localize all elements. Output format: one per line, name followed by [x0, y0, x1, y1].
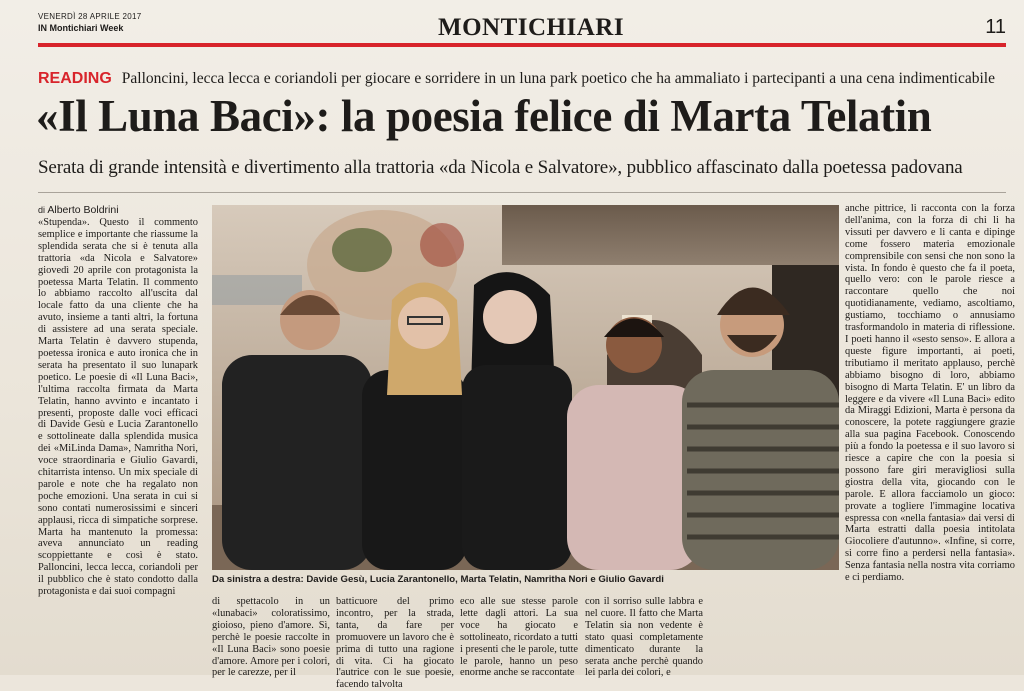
- article-column-b2: [336, 596, 454, 691]
- publication-name: IN Montichiari Week: [38, 23, 124, 33]
- article-photo: [212, 205, 839, 570]
- column-text: di spettacolo in un «lunabaci» coloratissimo, gioioso, pieno d'amore. Sì, perchè le poesie raccolte in «Il Luna Baci» sono poesie d'amore. Amore per i colori, per le carezze, per il: [212, 596, 330, 679]
- photo-caption: Da sinistra a destra: Davide Gesù, Lucia Zarantonello, Marta Telatin, Namritha Nori e Giulio Gavardi: [212, 574, 664, 585]
- column-text: «Stupenda». Questo il commento semplice e importante che riassume la splendida serata che si è tenuta alla trattoria «da Nicola e Salvatore» giovedì 20 aprile con protagonista la poetessa Marta Telatin. Il commento lo abbiamo raccolto all'uscita dal locale fatto da una cliente che ha avuto, insieme a tanti altri, la fortuna di assistere ad una serata speciale. Marta Telatin è davvero stupenda, poetessa ironica e auto ironica che in serata ha presentato il suo lunapark poetico. Le poesie di «Il Luna Baci», l'ultima raccolta firmata da Marta Telatin, hanno avvinto e incantato i presenti, proposte dalle voci efficaci di Davide Gesù e Lucia Zarantonello e sottolineate dalla splendida musica dei «MiLinda Dama», Namritha Nori, voce straordinaria e Giulio Gavardi, chitarrista intenso. Un mix speciale di parole e note che ha regalato non poche emozioni. Una serata in cui si sono contati numerosissimi e sinceri applausi, ricca di simpatiche sorprese. Marta ha mantenuto la promessa: aveva annunciato un reading scoppiettante e così è stato. Palloncini, lecca lecca, coriandoli per il pubblico che è stato condotto dalla protagonista e dai suoi compagni: [38, 217, 198, 598]
- kicker-summary: Palloncini, lecca lecca e coriandoli per giocare e sorridere in un luna park poetico che ha ammaliato i partecipanti a una cena indimenticabile: [121, 70, 995, 87]
- byline-prefix: di: [38, 205, 46, 215]
- section-title: MONTICHIARI: [438, 14, 625, 41]
- category-tag: READING: [38, 70, 112, 87]
- article-column-b1: [212, 596, 330, 679]
- page-number: 11: [985, 16, 1006, 38]
- masthead-rule: [38, 43, 1006, 47]
- kicker-line: [38, 70, 1008, 88]
- article-column-left: [38, 217, 198, 675]
- column-text: con il sorriso sulle labbra e nel cuore. Il fatto che Marta Telatin sia non vedente è stato quasi completamente dimenticato durante la serata anche perchè quando lei parla dei colori, e: [585, 596, 703, 679]
- article-column-b3: [460, 596, 578, 679]
- issue-date: VENERDÌ 28 APRILE 2017: [38, 12, 142, 21]
- article-column-b4: [585, 596, 703, 679]
- byline: [38, 204, 119, 216]
- column-text: anche pittrice, li racconta con la forza dell'anima, con la forza di chi li ha vissuti per davvero e li canta e dipinge come fossero materia emozionale comprensibile con sensi che non sono la vista. In fondo è questo che fa il poeta, quello vero: con le parole riesce a raccontare quello che noi quotidianamente, vediamo, ascoltiamo, gustiamo, tocchiamo o annusiamo trasformandolo in materia di riflessione. I poeti hanno il «sesto senso». E allora a queste figure importanti, ai poeti, tributiamo il meritato applauso, perchè abbiamo bisogno di loro, abbiamo bisogno di Marta Telatin. E' un libro da leggere e da vivere «Il Luna Baci» edito da Miraggi Edizioni, Marta è persona da conoscere, la potete raggiungere grazie alla sua pagina Facebook. Conoscendo più a fondo la poetessa e il suo lavoro si riesce a capire che con la poesia si possono fare giri meravigliosi sulla giostra della vita, giocando con le parole. E allora facciamolo un gioco: provate a togliere l'immagine locativa espressa con «nella fantasia» dai versi di Marta estratti dalla poesia intitolata Giocoliere d'autunno». «Infine, si corre, si corre fino a perdersi nella fantasia». Senza fantasia nella nostra vita corriamo e ci perdiamo.: [845, 203, 1015, 584]
- column-text: batticuore del primo incontro, per la strada, tanta, da fare per promuovere un lavoro che è prima di tutto una ragione di vita. Ci ha giocato l'autrice con le sue poesie, facendo talvolta: [336, 596, 454, 691]
- article-headline: «Il Luna Baci»: la poesia felice di Marta Telatin: [36, 91, 932, 141]
- header-divider: [38, 192, 1006, 193]
- article-column-right: [845, 203, 1015, 675]
- byline-author: Alberto Boldrini: [47, 204, 119, 216]
- group-photo-illustration: [212, 205, 839, 570]
- column-text: eco alle sue stesse parole lette dagli attori. La sua voce ha giocato e sottolineato, ricordato a tutti i presenti che le parole, tutte le parole, hanno un peso enorme anche se raccontate: [460, 596, 578, 679]
- article-subheadline: Serata di grande intensità e divertimento alla trattoria «da Nicola e Salvatore», pubblico affascinato dalla poetessa padovana: [38, 157, 963, 178]
